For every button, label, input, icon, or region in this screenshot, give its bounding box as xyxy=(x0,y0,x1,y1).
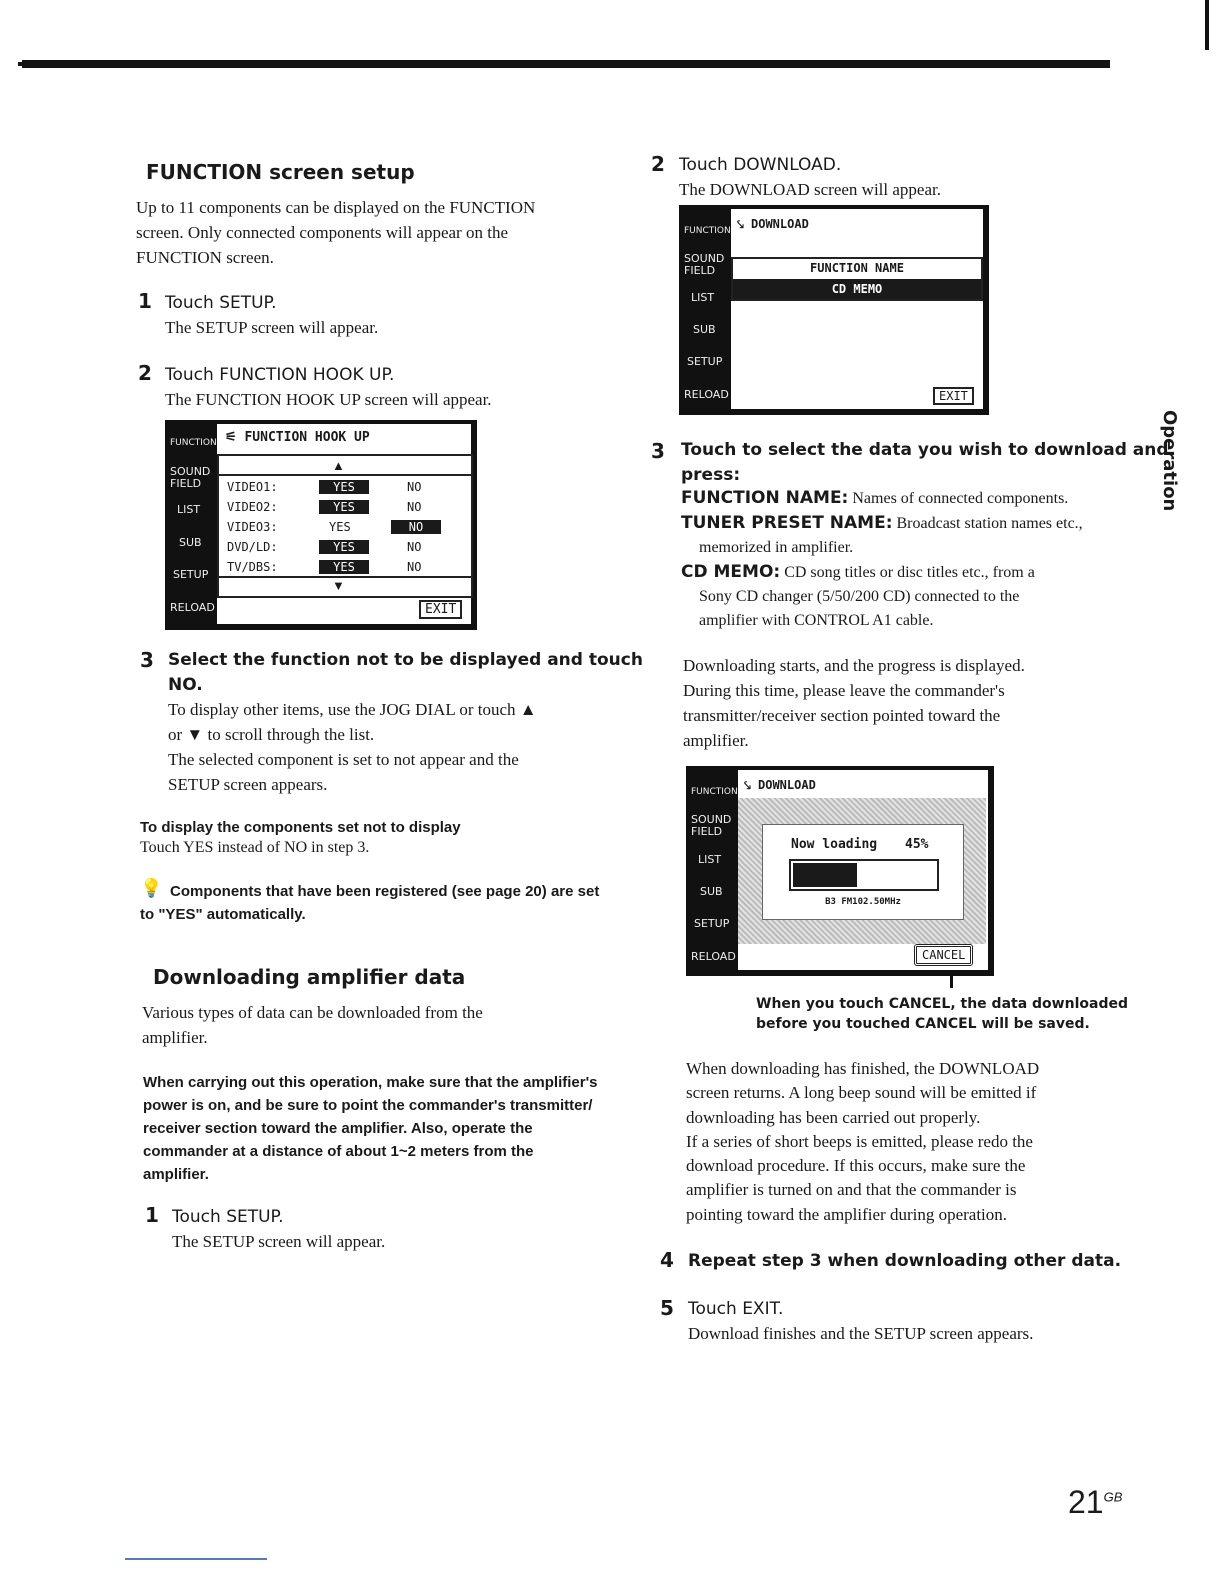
step-number: 3 xyxy=(651,439,665,463)
step-title: Touch to select the data you wish to download and press: xyxy=(681,440,1169,485)
sidebar-setup[interactable]: SETUP xyxy=(694,917,730,930)
sidebar-function[interactable]: FUNCTION xyxy=(684,226,731,236)
function-name-item[interactable]: FUNCTION NAME xyxy=(810,261,904,275)
step-body: The SETUP screen will appear. xyxy=(172,1232,386,1251)
progress-text: Downloading starts, and the progress is displayed. During this time, please leave the commander's transmitter/receiver section pointed toward the amplifier. xyxy=(683,656,1025,750)
tip-icon: 💡 xyxy=(140,878,163,898)
footer-rule xyxy=(125,1558,267,1560)
yes-button[interactable]: YES xyxy=(319,560,369,574)
table-row: DVD/LD: xyxy=(227,540,278,554)
download-caution: When carrying out this operation, make sure that the amplifier's power is on, and be sure to point the commander's transmitter/ receiver section toward the amplifier. Also, operate the commander at a distance of about 1~2 meters from the amplifier. xyxy=(143,1074,598,1183)
loading-status: Now loading xyxy=(791,837,878,852)
progress-bar xyxy=(789,859,939,891)
progress-bar-fill xyxy=(793,863,857,887)
step-body: Download finishes and the SETUP screen appears. xyxy=(688,1324,1034,1343)
intro-line: FUNCTION screen. xyxy=(136,248,274,267)
download-intro: Various types of data can be downloaded from the amplifier. xyxy=(142,1003,483,1047)
download-icon: ⤥ xyxy=(737,217,744,231)
sidebar-sound[interactable]: SOUND xyxy=(170,465,211,478)
step-body: To display other items, use the JOG DIAL or touch ▲ or ▼ to scroll through the list. The selected component is set to not appear and the SETUP screen appears. xyxy=(168,700,537,794)
sidebar-reload[interactable]: RELOAD xyxy=(684,388,729,401)
step-title: Touch EXIT. xyxy=(688,1299,784,1319)
sidebar-field[interactable]: FIELD xyxy=(684,264,716,277)
step-number: 3 xyxy=(140,648,154,672)
sidebar-reload[interactable]: RELOAD xyxy=(170,601,215,614)
sidebar-field[interactable]: FIELD xyxy=(170,477,202,490)
step-title: Touch FUNCTION HOOK UP. xyxy=(165,365,395,385)
table-row: VIDEO1: xyxy=(227,480,278,494)
step-number: 4 xyxy=(660,1248,674,1272)
function-setup-intro xyxy=(136,195,535,270)
step-title: Repeat step 3 when downloading other data. xyxy=(688,1251,1122,1271)
intro-line: Up to 11 components can be displayed on the FUNCTION xyxy=(136,198,536,217)
screen-title: ⤥ DOWNLOAD xyxy=(737,217,809,231)
header-rule xyxy=(22,60,1110,68)
sidebar-list[interactable]: LIST xyxy=(698,853,722,866)
step-number: 5 xyxy=(660,1296,674,1320)
table-row: VIDEO2: xyxy=(227,500,278,514)
screen-title: ⚟ FUNCTION HOOK UP xyxy=(225,430,370,445)
yes-button[interactable]: YES xyxy=(319,500,369,514)
screen-title: ⤥ DOWNLOAD xyxy=(744,778,816,792)
yes-button[interactable]: YES xyxy=(319,540,369,554)
step-title: Touch SETUP. xyxy=(172,1207,284,1227)
callout-line xyxy=(950,972,953,988)
def-term: TUNER PRESET NAME: xyxy=(681,513,893,533)
step-number: 2 xyxy=(651,152,665,176)
step-body: The SETUP screen will appear. xyxy=(165,318,379,337)
function-hook-up-screen xyxy=(165,420,477,630)
tip-text: Components that have been registered (see page 20) are set xyxy=(170,883,600,900)
sidebar-function[interactable]: FUNCTION xyxy=(170,438,217,448)
def-desc: Names of connected components. xyxy=(852,490,1069,507)
sidebar-function[interactable]: FUNCTION xyxy=(691,787,738,797)
no-button[interactable]: NO xyxy=(391,520,441,534)
finished-text: When downloading has finished, the DOWNLOAD screen returns. A long beep sound will be emitted if downloading has been carried out properly. If a series of short beeps is emitted, please redo the download procedure. If this occurs, make sure the amplifier is turned on and that the commander is pointing toward the amplifier during operation. xyxy=(686,1059,1040,1224)
download-screen xyxy=(679,205,989,415)
sidebar-sub[interactable]: SUB xyxy=(179,536,202,549)
sidebar-sound[interactable]: SOUND xyxy=(684,252,725,265)
def-term: FUNCTION NAME: xyxy=(681,488,849,508)
download-progress-screen xyxy=(686,766,994,976)
display-note-title: To display the components set not to display xyxy=(140,819,461,836)
tip-text-cont: to "YES" automatically. xyxy=(140,906,306,923)
yes-button[interactable]: YES xyxy=(319,480,369,494)
step-title: Touch DOWNLOAD. xyxy=(679,155,842,175)
step-body: The FUNCTION HOOK UP screen will appear. xyxy=(165,390,492,409)
display-note-body: Touch YES instead of NO in step 3. xyxy=(140,839,370,856)
step-body: The DOWNLOAD screen will appear. xyxy=(679,180,941,199)
step-number: 1 xyxy=(145,1203,159,1227)
def-desc: memorized in amplifier. xyxy=(699,539,854,556)
intro-line: screen. Only connected components will appear on the xyxy=(136,223,508,242)
sidebar-setup[interactable]: SETUP xyxy=(173,568,209,581)
def-term: CD MEMO: xyxy=(681,562,781,582)
exit-button[interactable]: EXIT xyxy=(933,387,974,405)
def-desc: CD song titles or disc titles etc., from a xyxy=(784,564,1035,581)
step-number: 1 xyxy=(138,289,152,313)
sidebar-sub[interactable]: SUB xyxy=(693,323,716,336)
function-setup-title: FUNCTION screen setup xyxy=(146,160,415,184)
no-button[interactable]: NO xyxy=(407,500,422,514)
no-button[interactable]: NO xyxy=(407,540,422,554)
progress-dialog xyxy=(762,824,964,920)
def-desc: Broadcast station names etc., xyxy=(896,515,1083,532)
sidebar-sub[interactable]: SUB xyxy=(700,885,723,898)
sidebar-field[interactable]: FIELD xyxy=(691,825,723,838)
yes-button[interactable]: YES xyxy=(329,520,351,534)
station-readout: B3 FM102.50MHz xyxy=(825,897,901,907)
exit-button[interactable]: EXIT xyxy=(419,600,462,619)
sidebar-sound[interactable]: SOUND xyxy=(691,813,732,826)
def-desc: amplifier with CONTROL A1 cable. xyxy=(699,612,934,629)
definitions xyxy=(681,486,1083,633)
scroll-up-arrow-icon[interactable]: ▲ xyxy=(332,458,345,473)
sidebar-setup[interactable]: SETUP xyxy=(687,355,723,368)
table-row: VIDEO3: xyxy=(227,520,278,534)
header-rule-tip xyxy=(18,62,48,66)
step-number: 2 xyxy=(138,361,152,385)
step-title: Select the function not to be displayed and touch NO. xyxy=(168,650,643,695)
cancel-note: When you touch CANCEL, the data downloaded before you touched CANCEL will be saved. xyxy=(756,996,1128,1032)
def-desc: Sony CD changer (5/50/200 CD) connected to the xyxy=(699,588,1020,605)
corner-mark xyxy=(1205,0,1209,50)
cancel-button[interactable]: CANCEL xyxy=(914,944,973,966)
sidebar-list[interactable]: LIST xyxy=(691,291,715,304)
page-number: $21^{GB}$ xyxy=(1068,1484,1123,1520)
no-button[interactable]: NO xyxy=(407,560,422,574)
sidebar-list[interactable]: LIST xyxy=(177,503,201,516)
hook-up-icon: ⚟ xyxy=(225,430,237,445)
table-row: TV/DBS: xyxy=(227,560,278,574)
download-title: Downloading amplifier data xyxy=(153,965,466,989)
section-side-tab: Operation xyxy=(1159,410,1180,512)
step-title: Touch SETUP. xyxy=(165,293,277,313)
sidebar-reload[interactable]: RELOAD xyxy=(691,950,736,963)
scroll-down-arrow-icon[interactable]: ▼ xyxy=(332,578,345,593)
download-icon: ⤥ xyxy=(744,778,751,792)
cd-memo-item[interactable]: CD MEMO xyxy=(733,279,981,299)
no-button[interactable]: NO xyxy=(407,480,422,494)
loading-percent: 45% xyxy=(905,837,929,852)
